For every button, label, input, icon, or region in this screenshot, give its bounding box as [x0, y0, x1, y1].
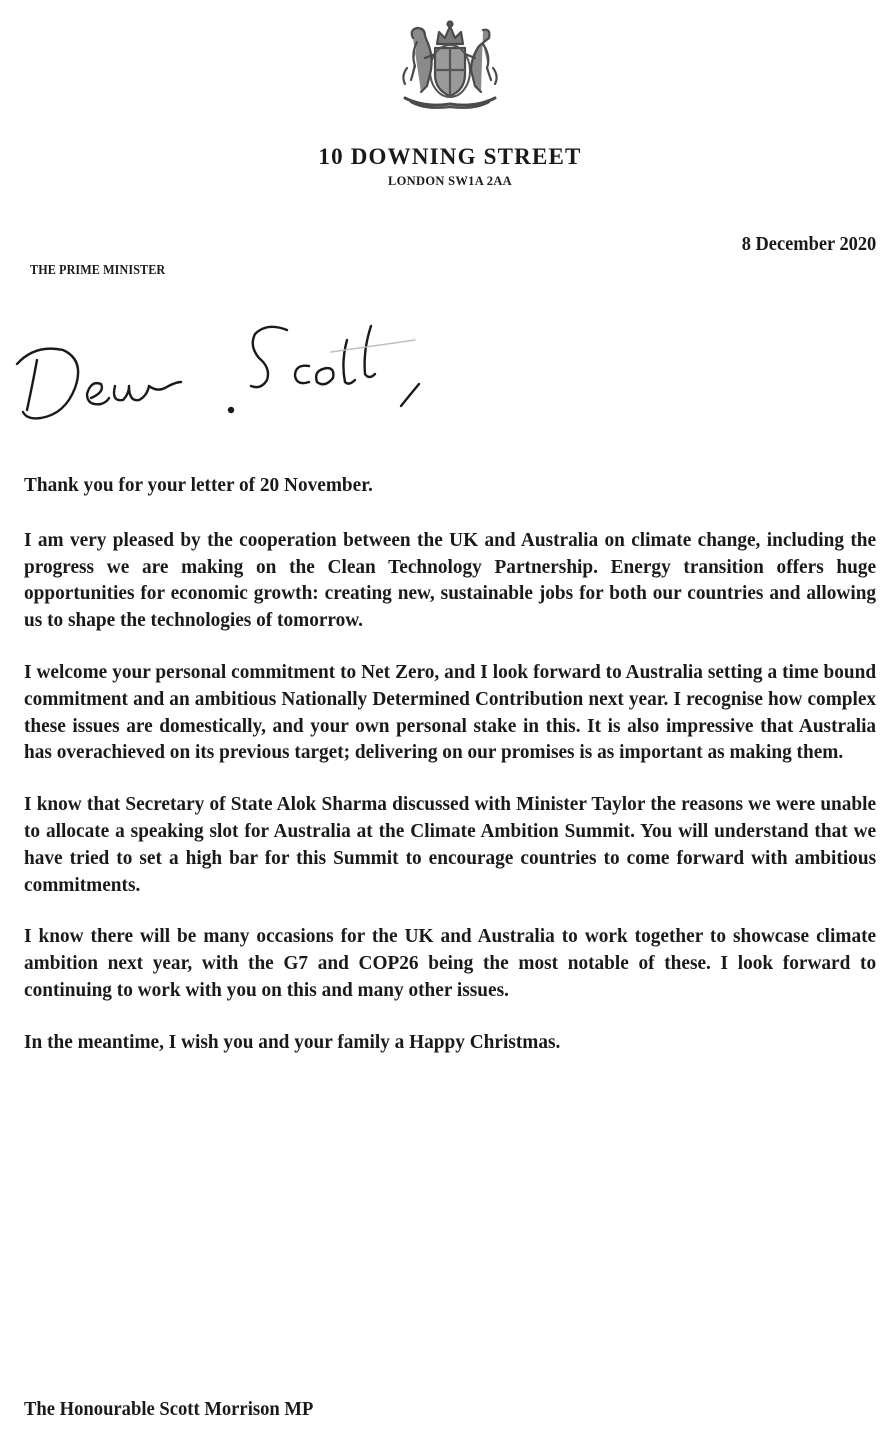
- paragraph-christmas: In the meantime, I wish you and your family a Happy Christmas.: [24, 1030, 561, 1053]
- sender-title: THE PRIME MINISTER: [30, 262, 166, 277]
- letter-date: 8 December 2020: [741, 233, 876, 255]
- paragraph-summit: I know that Secretary of State Alok Sharma discussed with Minister Taylor the reasons we were unable to allocate a speaking slot for Australia at the Climate Ambition Summit. You will understand that we have tried to set a high bar for this Summit to encourage countries to come forward with ambitious commitments.: [24, 793, 877, 896]
- paragraph-thanks: Thank you for your letter of 20 November.: [24, 474, 373, 496]
- paragraph-occasions: I know there will be many occasions for the UK and Australia to work together to showcase climate ambition next year, with the G7 and COP26 being the most notable of these. I look forward to continuing to work with you on this and many other issues.: [24, 925, 877, 1001]
- letterhead-street: 10 DOWNING STREET: [318, 144, 582, 169]
- paragraph-cooperation: I am very pleased by the cooperation between the UK and Australia on climate change, including the progress we are making on the Clean Technology Partnership. Energy transition offers huge opportunities for economic growth: creating new, sustainable jobs for both our countries and allowing us to shape the technologies of tomorrow.: [24, 528, 877, 632]
- letterhead-address: [0, 143, 890, 189]
- letter-body: [24, 472, 876, 1081]
- handwritten-salutation: [5, 322, 455, 422]
- recipient-name: The Honourable Scott Morrison MP: [24, 1398, 314, 1420]
- royal-coat-of-arms-icon: [395, 18, 505, 110]
- paragraph-net-zero: I welcome your personal commitment to Net Zero, and I look forward to Australia setting a time bound commitment and an ambitious Nationally Determined Contribution next year. I recognise how complex these issues are domestically, and your own personal stake in this. It is also impressive that Australia has overachieved on its previous target; delivering on our promises is as important as making them.: [24, 660, 877, 764]
- letterhead-postcode: LONDON SW1A 2AA: [388, 174, 512, 188]
